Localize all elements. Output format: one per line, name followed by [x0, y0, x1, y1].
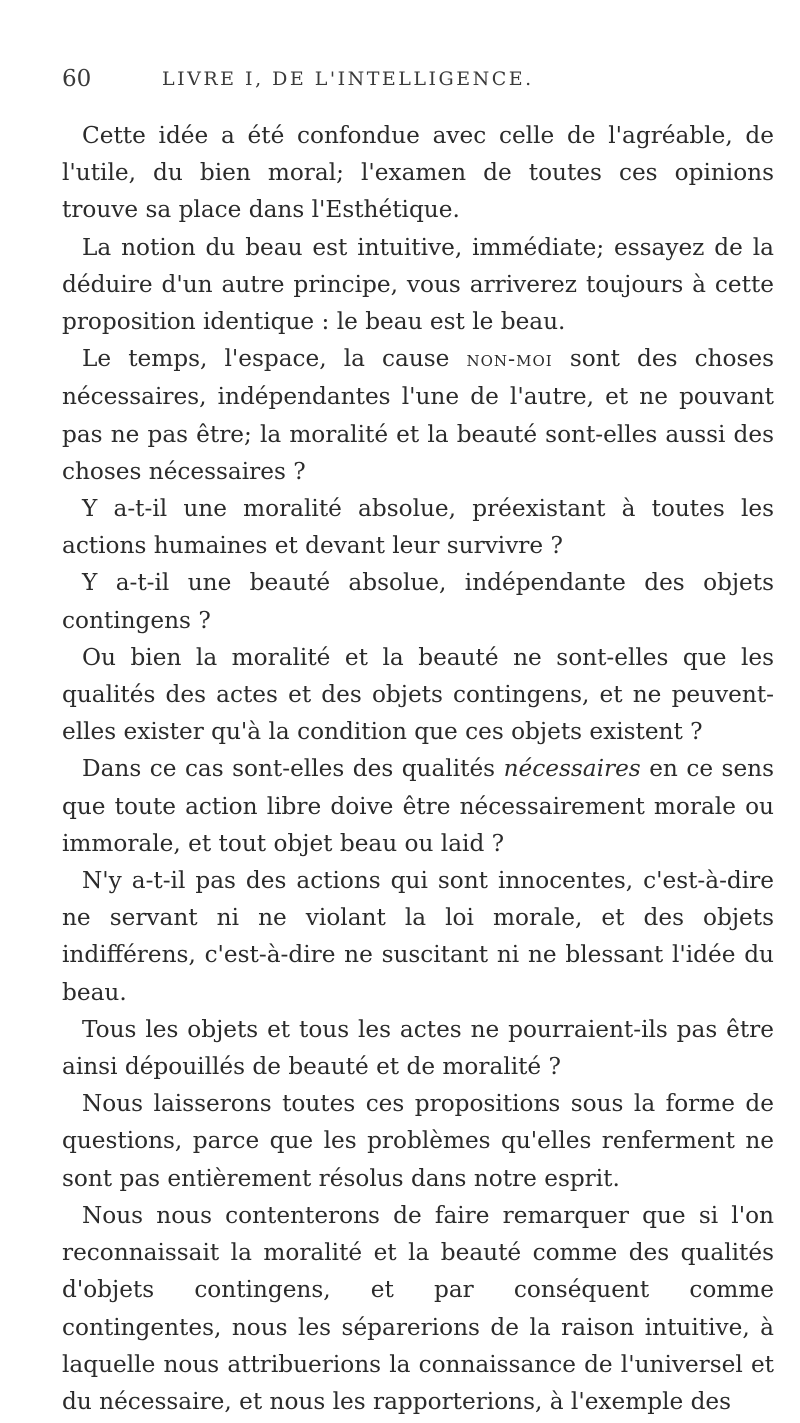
page-header: [62, 66, 762, 106]
running-head: LIVRE I, DE L'INTELLIGENCE.: [162, 68, 534, 90]
body-text: [62, 117, 774, 1420]
paragraph-text: sont des choses nécessaires, indépendantes l'une de l'autre, et ne pouvant pas ne pas être; la moralité et la beauté sont-elles aussi des choses nécessaires ?: [62, 345, 774, 485]
paragraph: Ou bien la moralité et la beauté ne sont-elles que les qualités des actes et des objets contingens, et ne peuvent-elles exister qu'à la condition que ces objets existent ?: [62, 643, 774, 746]
paragraph: Nous laisserons toutes ces propositions sous la forme de questions, parce que les problèmes qu'elles renferment ne sont pas entièrement résolus dans notre esprit.: [62, 1090, 774, 1192]
paragraph-text: Le temps, l'espace, la cause: [82, 345, 467, 373]
paragraph: [62, 340, 774, 490]
paragraph: Y a-t-il une beauté absolue, indépendante des objets contingens ?: [62, 569, 774, 634]
paragraph: [62, 750, 774, 862]
paragraph-text: en ce sens que toute action libre doive être nécessairement morale ou immorale, et tout objet beau ou laid ?: [62, 755, 774, 857]
page-number: 60: [62, 66, 92, 92]
paragraph: Y a-t-il une moralité absolue, préexistant à toutes les actions humaines et devant leur survivre ?: [62, 495, 774, 560]
paragraph-text: Dans ce cas sont-elles des qualités: [82, 755, 504, 783]
paragraph: N'y a-t-il pas des actions qui sont innocentes, c'est-à-dire ne servant ni ne violant la loi morale, et des objets indifférens, c'est-à-dire ne suscitant ni ne blessant l'idée du beau.: [62, 867, 774, 1006]
paragraph: La notion du beau est intuitive, immédiate; essayez de la déduire d'un autre principe, vous arriverez toujours à cette proposition identique : le beau est le beau.: [62, 233, 774, 336]
paragraph: Nous nous contenterons de faire remarquer que si l'on reconnaissait la moralité et la beauté comme des qualités d'objets contingens, et par conséquent comme contingentes, nous les séparerions de la raison intuitive, à laquelle nous attribuerions la connaissance de l'universel et du nécessaire, et nous les rapporterions, à l'exemple des: [62, 1201, 774, 1415]
italic-term: nécessaires: [503, 755, 641, 783]
small-caps-term: non-moi: [466, 347, 553, 372]
paragraph: Tous les objets et tous les actes ne pourraient-ils pas être ainsi dépouillés de beauté et de moralité ?: [62, 1015, 774, 1081]
paragraph: Cette idée a été confondue avec celle de l'agréable, de l'utile, du bien moral; l'examen de toutes ces opinions trouve sa place dans l'Esthétique.: [62, 122, 774, 224]
